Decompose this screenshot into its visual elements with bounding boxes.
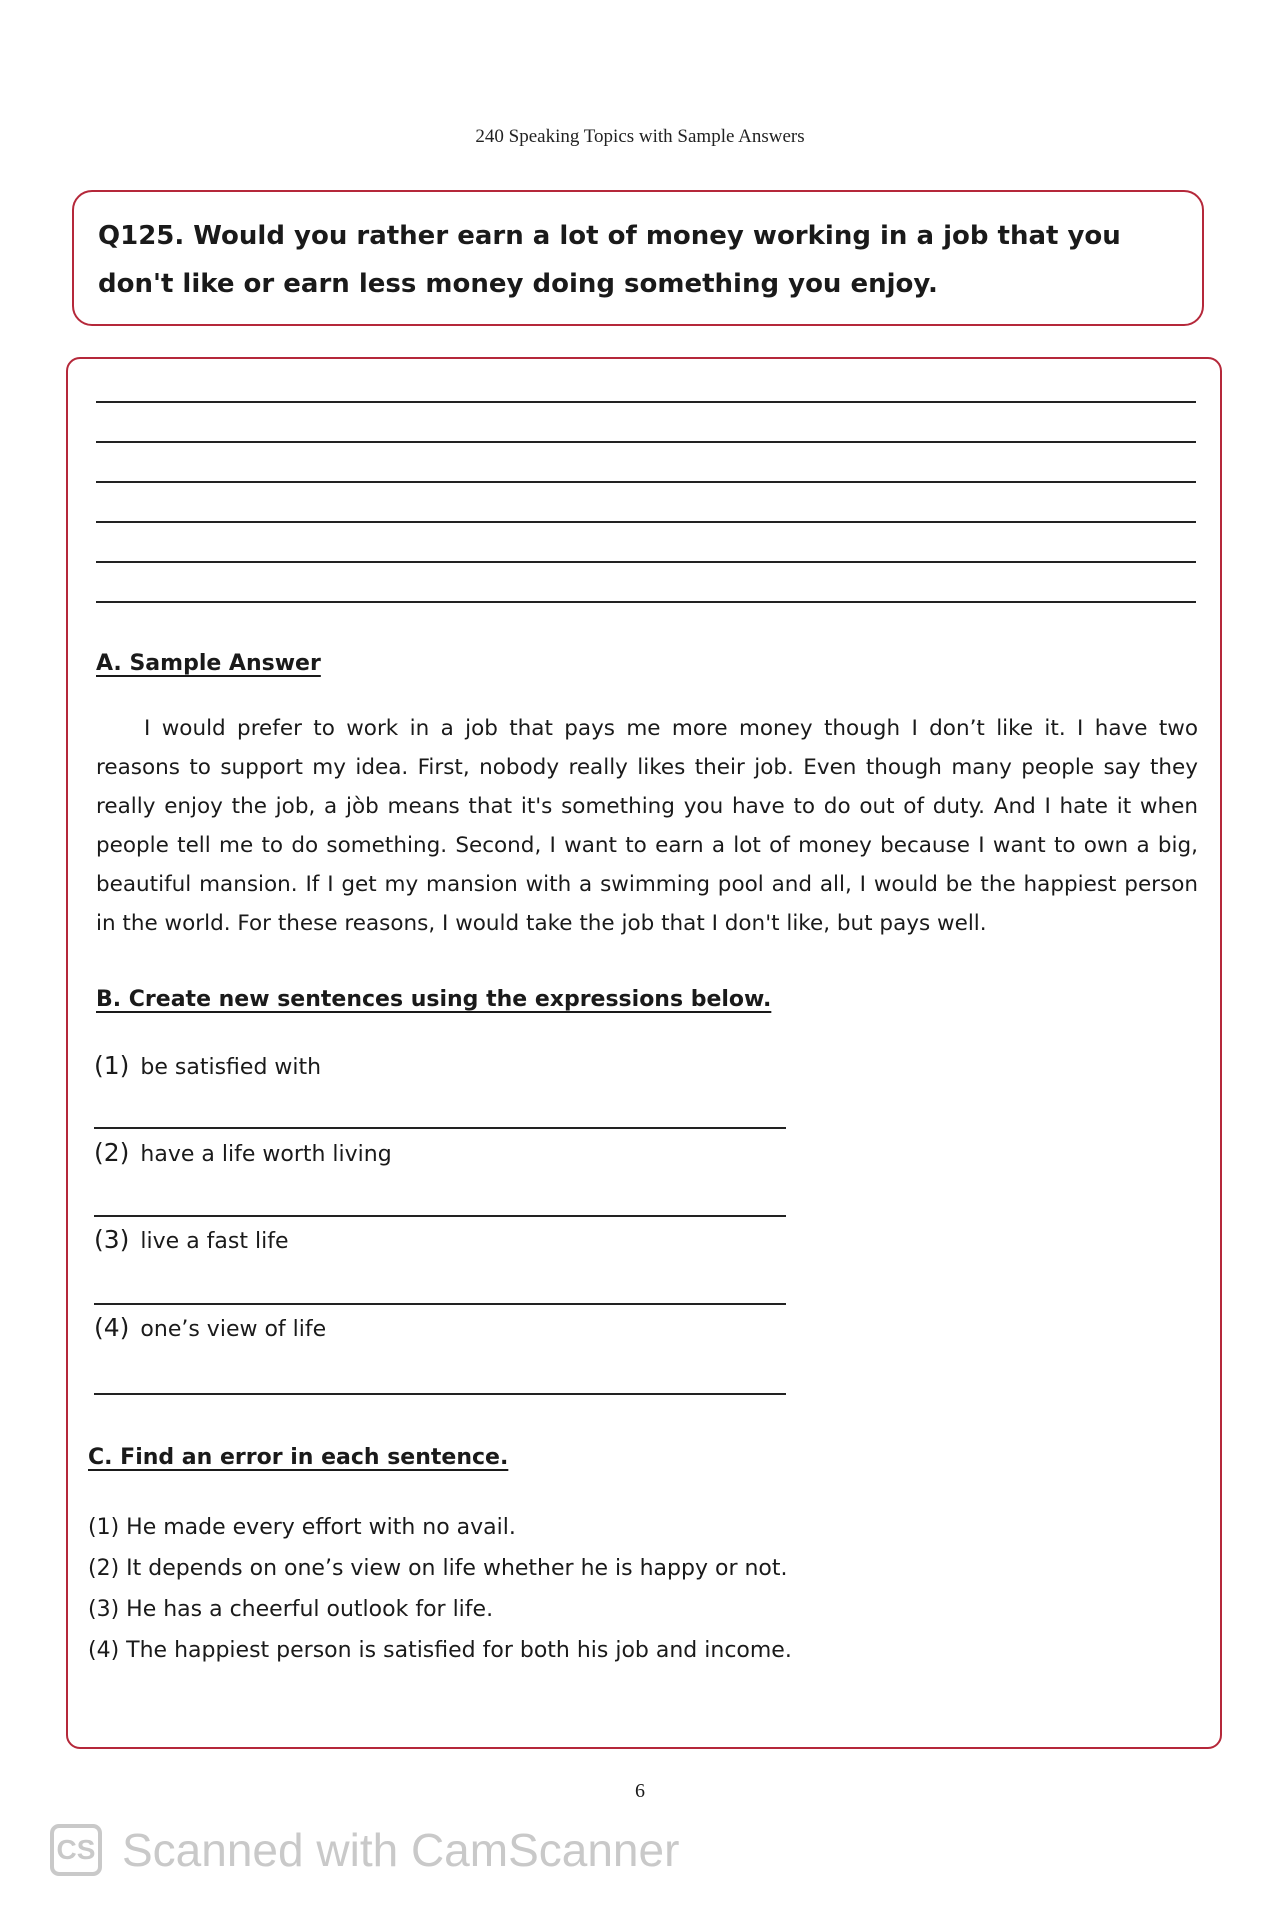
- worksheet-box: [66, 357, 1222, 1749]
- expression-item: [94, 1051, 321, 1080]
- page-header-title: 240 Speaking Topics with Sample Answers: [475, 126, 805, 147]
- error-sentence: (3) He has a cheerful outlook for life.: [88, 1597, 494, 1622]
- expression-text: have a life worth living: [140, 1142, 392, 1167]
- answer-line: [94, 1127, 786, 1129]
- section-b-heading: B. Create new sentences using the expressions below.: [96, 987, 772, 1012]
- camscanner-logo-icon: CS: [50, 1824, 102, 1876]
- expression-number: (4): [94, 1313, 130, 1342]
- error-sentence: (1) He made every effort with no avail.: [88, 1515, 516, 1540]
- answer-line: [94, 1393, 786, 1395]
- section-a-heading: A. Sample Answer: [96, 651, 321, 676]
- page-number: 6: [635, 1780, 645, 1802]
- expression-text: live a fast life: [140, 1229, 289, 1254]
- writing-line: [96, 521, 1196, 523]
- writing-line: [96, 481, 1196, 483]
- error-sentence: (2) It depends on one’s view on life whether he is happy or not.: [88, 1556, 788, 1581]
- writing-line: [96, 601, 1196, 603]
- error-sentence: (4) The happiest person is satisfied for both his job and income.: [88, 1638, 792, 1663]
- expression-text: be satisfied with: [140, 1055, 322, 1080]
- answer-line: [94, 1215, 786, 1217]
- question-box: [72, 190, 1204, 326]
- expression-text: one’s view of life: [140, 1317, 327, 1342]
- sample-answer-text: I would prefer to work in a job that pays me more money though I don’t like it. I have two reasons to support my idea. First, nobody really likes their job. Even though many people say they really enjoy the job, a jòb means that it's something you have to do out of duty. And I hate it when people tell me to do something. Second, I want to earn a lot of money because I want to own a big, beautiful mansion. If I get my mansion with a swimming pool and all, I would be the happiest person in the world. For these reasons, I would take the job that I don't like, but pays well.: [96, 716, 1198, 936]
- expression-item: [94, 1138, 392, 1167]
- expression-number: (3): [94, 1225, 130, 1254]
- answer-line: [94, 1303, 786, 1305]
- writing-line: [96, 401, 1196, 403]
- question-text: Q125. Would you rather earn a lot of money working in a job that you don't like or earn less money doing something you enjoy.: [98, 221, 1121, 299]
- error-sentence-list: [88, 1507, 792, 1671]
- watermark-text: Scanned with CamScanner: [122, 1824, 680, 1876]
- expression-number: (2): [94, 1138, 130, 1167]
- writing-line: [96, 441, 1196, 443]
- expression-item: [94, 1313, 326, 1342]
- expression-number: (1): [94, 1051, 130, 1080]
- writing-line: [96, 561, 1196, 563]
- camscanner-watermark: [50, 1820, 679, 1880]
- expression-item: [94, 1225, 288, 1254]
- section-c-heading: C. Find an error in each sentence.: [88, 1445, 509, 1470]
